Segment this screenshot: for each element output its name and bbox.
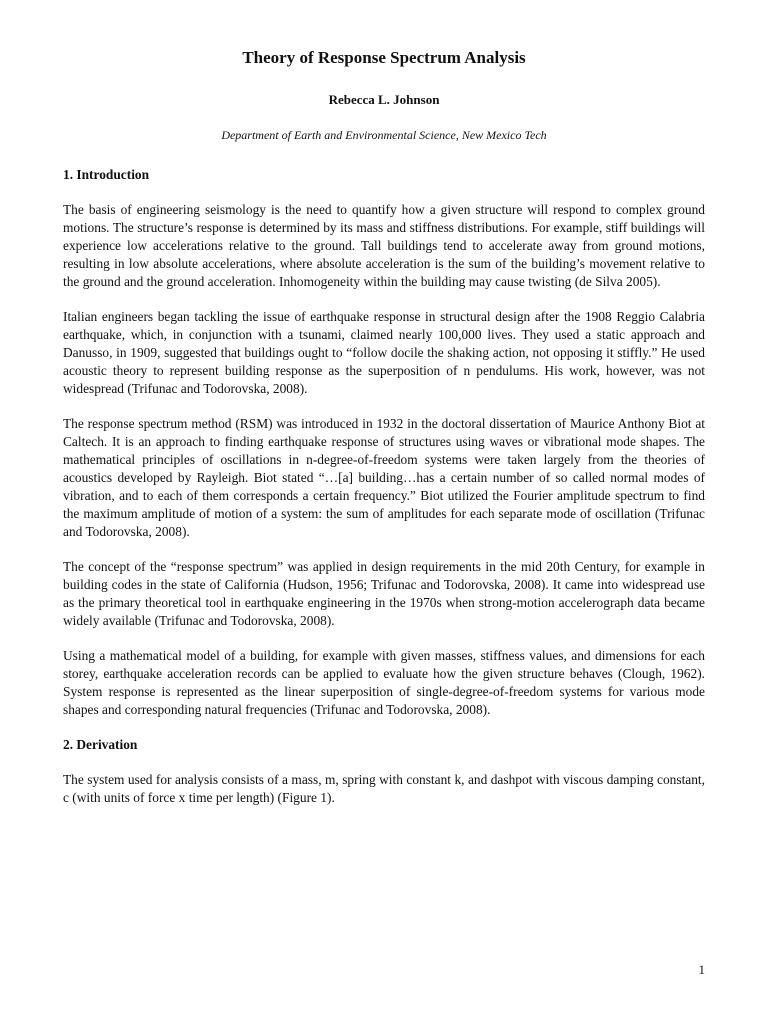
body-paragraph: The basis of engineering seismology is the need to quantify how a given structure will respond to complex ground motions. The structure’s response is determined by its mass and stiffness distributions. For example, stiff buildings will experience low accelerations relative to the ground. Tall buildings tend to accelerate away from ground motions, resulting in low absolute accelerations, where absolute acceleration is the sum of the building’s movement relative to the ground and the ground acceleration. Inhomogeneity within the building may cause twisting (de Silva 2005). (63, 202, 705, 289)
section-heading-derivation: 2. Derivation (63, 737, 138, 752)
author-affiliation: Department of Earth and Environmental Science, New Mexico Tech (221, 128, 547, 142)
section-heading-introduction: 1. Introduction (63, 167, 150, 182)
body-paragraph: Using a mathematical model of a building, for example with given masses, stiffness values, and dimensions for each storey, earthquake acceleration records can be applied to evaluate how the given structure behaves (Clough, 1962). System response is represented as the linear superposition of single-degree-of-freedom systems for various mode shapes and corresponding natural frequencies (Trifunac and Todorovska, 2008). (63, 648, 705, 717)
body-paragraph: The response spectrum method (RSM) was introduced in 1932 in the doctoral dissertation of Maurice Anthony Biot at Caltech. It is an approach to finding earthquake response of structures using waves or vibrational mode shapes. The mathematical principles of oscillations in n-degree-of-freedom systems were taken largely from the theories of acoustics developed by Rayleigh. Biot stated “…[a] building…has a certain number of so called normal modes of vibration, and to each of them corresponds a certain frequency.” Biot utilized the Fourier amplitude spectrum to find the maximum amplitude of motion of a system: the sum of amplitudes for each separate mode of oscillation (Trifunac and Todorovska, 2008). (63, 416, 705, 539)
page-number: 1 (698, 962, 705, 977)
paper-title: Theory of Response Spectrum Analysis (242, 48, 526, 67)
paper-body (63, 166, 705, 824)
body-paragraph: Italian engineers began tackling the issue of earthquake response in structural design after the 1908 Reggio Calabria earthquake, which, in conjunction with a tsunami, claimed nearly 100,000 lives. They used a static approach and Danusso, in 1909, suggested that buildings ought to “follow docile the shaking action, not opposing it stiffly.” He used acoustic theory to represent building response as the superposition of n pendulums. His work, however, was not widespread (Trifunac and Todorovska, 2008). (63, 309, 705, 396)
body-paragraph: The system used for analysis consists of a mass, m, spring with constant k, and dashpot with viscous damping constant, c (with units of force x time per length) (Figure 1). (63, 772, 705, 805)
author-name: Rebecca L. Johnson (328, 92, 440, 107)
body-paragraph: The concept of the “response spectrum” was applied in design requirements in the mid 20th Century, for example in building codes in the state of California (Hudson, 1956; Trifunac and Todorovska, 2008). It came into widespread use as the primary theoretical tool in earthquake engineering in the 1970s when strong-motion accelerograph data became widely available (Trifunac and Todorovska, 2008). (63, 559, 705, 628)
